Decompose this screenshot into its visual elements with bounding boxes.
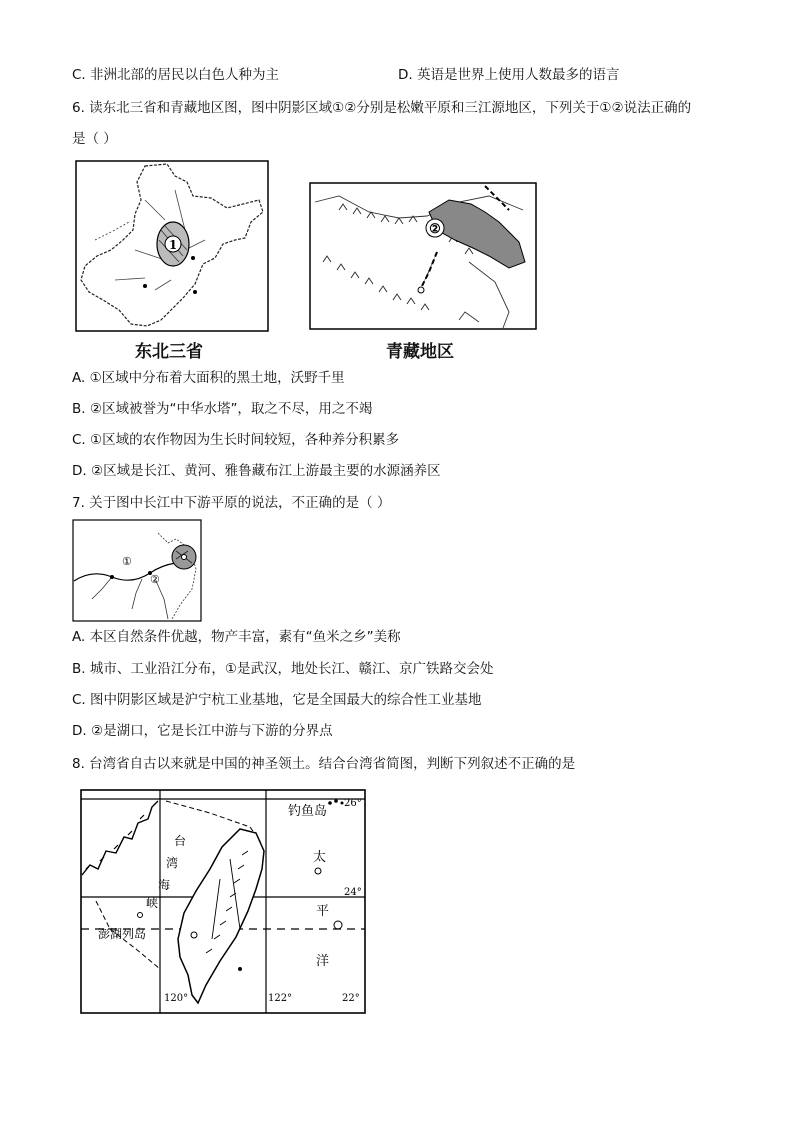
qinghai-tibet-map <box>309 182 537 330</box>
pacific-char-2: 平 <box>316 904 330 919</box>
strait-char-4: 峡 <box>146 896 159 910</box>
qinghai-tibet-caption: 青藏地区 <box>386 342 454 362</box>
penghu-label: 澎湖列岛 <box>98 927 147 941</box>
pacific-char-3: 洋 <box>316 954 330 969</box>
q6-option-b: B. ②区域被誉为“中华水塔”，取之不尽，用之不竭 <box>72 401 373 417</box>
q7-stem: 7. 关于图中长江中下游平原的说法，不正确的是（ ） <box>72 495 391 511</box>
taiwan-map <box>80 789 366 1014</box>
q6-option-c: C. ①区域的农作物因为生长时间较短，各种养分积累多 <box>72 432 400 448</box>
lon-120-label: 120° <box>164 993 189 1004</box>
lat-22-label: 22° <box>342 993 360 1004</box>
q7-option-a: A. 本区自然条件优越，物产丰富，素有“鱼米之乡”美称 <box>72 629 401 645</box>
q5-option-d: D. 英语是世界上使用人数最多的语言 <box>398 67 620 83</box>
q6-stem-line2: 是（ ） <box>72 131 117 147</box>
q6-stem-line1: 6. 读东北三省和青藏地区图，图中阴影区域①②分别是松嫩平原和三江源地区，下列关于①②说法正确的 <box>72 100 692 116</box>
q6-option-a: A. ①区域中分布着大面积的黑土地，沃野千里 <box>72 370 345 386</box>
northeast-caption: 东北三省 <box>135 342 203 362</box>
q7-option-b: B. 城市、工业沿江分布，①是武汉，地处长江、赣江、京广铁路交会处 <box>72 661 494 677</box>
map-marker-1: 1 <box>168 238 178 252</box>
yangtze-marker-2: ② <box>150 573 160 586</box>
lat-26-label: 26° <box>344 798 362 809</box>
map-marker-2: ② <box>429 222 441 237</box>
yangtze-marker-1: ① <box>122 555 132 568</box>
lat-24-label: 24° <box>344 887 362 898</box>
q5-option-c: C. 非洲北部的居民以白色人种为主 <box>72 67 280 83</box>
q7-option-c: C. 图中阴影区域是沪宁杭工业基地，它是全国最大的综合性工业基地 <box>72 692 482 708</box>
lon-122-label: 122° <box>268 993 293 1004</box>
northeast-map <box>75 160 269 332</box>
q8-stem: 8. 台湾省自古以来就是中国的神圣领土。结合台湾省简图，判断下列叙述不正确的是 <box>72 756 576 772</box>
diaoyu-label: 钓鱼岛 <box>288 804 328 819</box>
pacific-char-1: 太 <box>313 850 327 865</box>
strait-char-2: 湾 <box>166 856 179 870</box>
strait-char-1: 台 <box>174 834 187 848</box>
q7-option-d: D. ②是湖口，它是长江中游与下游的分界点 <box>72 723 333 739</box>
yangtze-map <box>72 519 202 622</box>
strait-char-3: 海 <box>158 878 171 892</box>
q6-option-d: D. ②区域是长江、黄河、雅鲁藏布江上游最主要的水源涵养区 <box>72 463 441 479</box>
